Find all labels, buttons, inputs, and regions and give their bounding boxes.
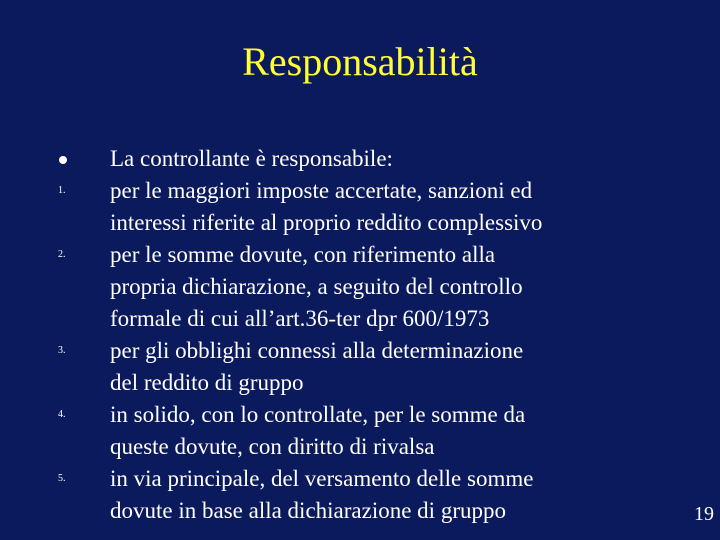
item-number: 3. bbox=[58, 345, 66, 356]
item-text: in via principale, del versamento delle somme dovute in base alla dichiarazione di gruppo bbox=[110, 466, 534, 523]
item-text: in solido, con lo controllate, per le somme da queste dovute, con diritto di rivalsa bbox=[110, 402, 526, 459]
item-text: per le somme dovute, con riferimento alla propria dichiarazione, a seguito del controllo formale di cui all’art.36-ter dpr 600/1973 bbox=[110, 242, 523, 331]
list-item bbox=[0, 463, 680, 527]
slide-title: Responsabilità bbox=[242, 39, 478, 84]
item-number: 1. bbox=[58, 185, 66, 196]
item-number: 4. bbox=[58, 409, 66, 420]
intro-row bbox=[0, 143, 680, 175]
slide-content bbox=[0, 143, 680, 527]
page-number: 19 bbox=[694, 503, 714, 525]
list-item bbox=[0, 335, 680, 399]
bullet-dot-icon bbox=[59, 156, 67, 164]
item-text: per gli obblighi connessi alla determinazione del reddito di gruppo bbox=[110, 338, 524, 395]
item-text: per le maggiori imposte accertate, sanzioni ed interessi riferite al proprio reddito complessivo bbox=[110, 178, 543, 235]
list-item bbox=[0, 239, 680, 335]
item-number: 2. bbox=[58, 249, 66, 260]
item-number: 5. bbox=[58, 473, 66, 484]
intro-text: La controllante è responsabile: bbox=[110, 146, 393, 171]
list-item bbox=[0, 175, 680, 239]
list-item bbox=[0, 399, 680, 463]
